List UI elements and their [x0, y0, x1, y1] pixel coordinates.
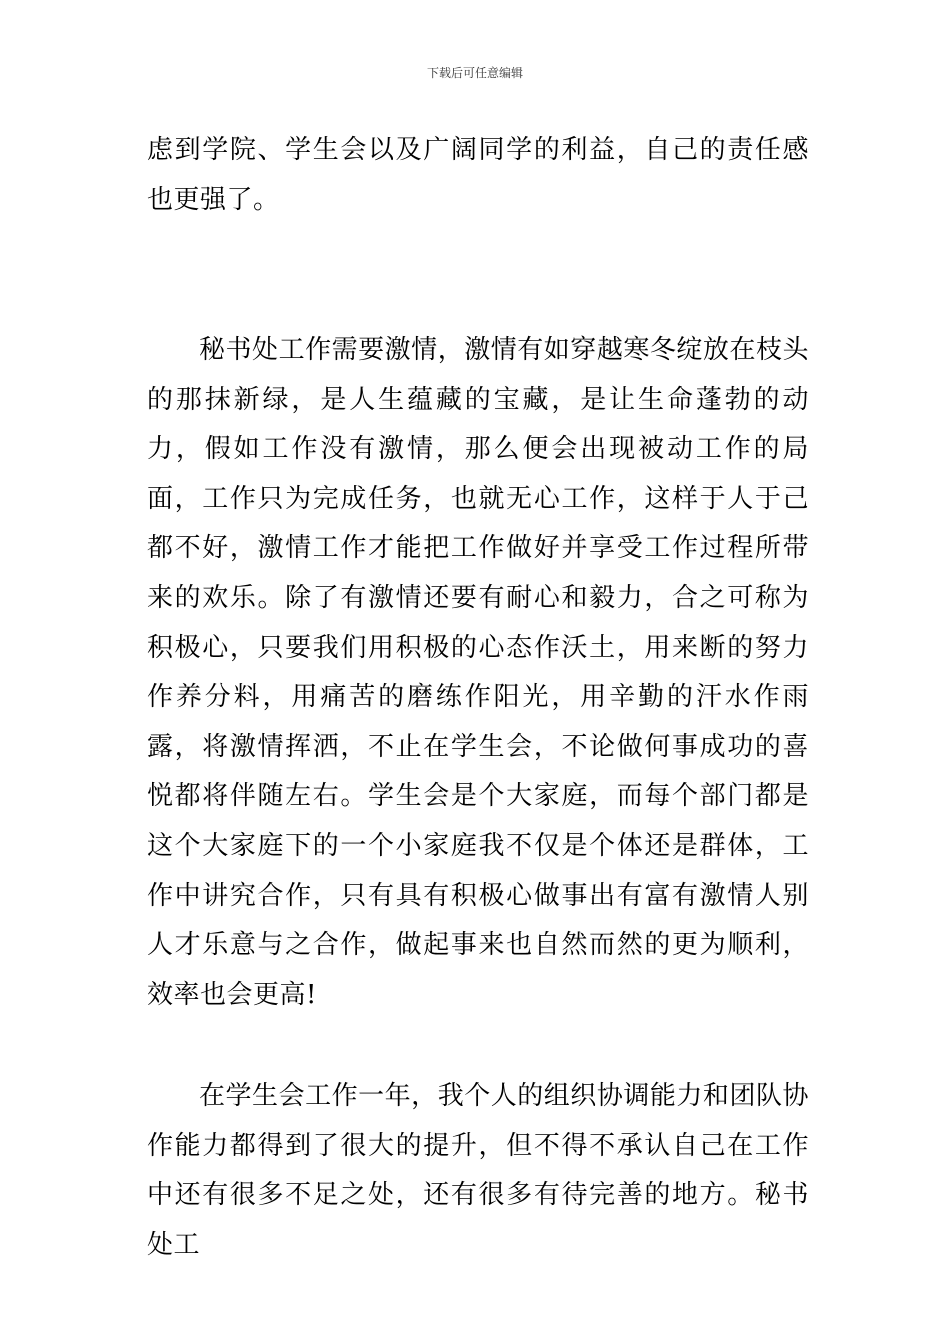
- header-note: 下载后可任意编辑: [426, 66, 523, 80]
- paragraph-passion: 秘书处工作需要激情，激情有如穿越寒冬绽放在枝头的那抹新绿，是人生蕴藏的宝藏，是让生命蓬勃的动力，假如工作没有激情，那么便会出现被动工作的局面，工作只为完成任务，也就无心工作，这样于人于己都不好，激情工作才能把工作做好并享受工作过程所带来的欢乐。除了有激情还要有耐心和毅力，合之可称为积极心，只要我们用积极的心态作沃土，用来断的努力作养分料，用痛苦的磨练作阳光，用辛勤的汗水作雨露，将激情挥洒，不止在学生会，不论做何事成功的喜悦都将伴随左右。学生会是个大家庭，而每个部门都是这个大家庭下的一个小家庭我不仅是个体还是群体，工作中讲究合作，只有具有积极心做事出有富有激情人别人才乐意与之合作，做起事来也自然而然的更为顺利，效率也会更高!: [147, 335, 809, 1010]
- paragraph-reflection: 在学生会工作一年，我个人的组织协调能力和团队协作能力都得到了很大的提升，但不得不承认自己在工作中还有很多不足之处，还有很多有待完善的地方。秘书处工: [147, 1081, 809, 1260]
- paragraph-continuation: 虑到学院、学生会以及广阔同学的利益，自己的责任感也更强了。: [147, 135, 809, 215]
